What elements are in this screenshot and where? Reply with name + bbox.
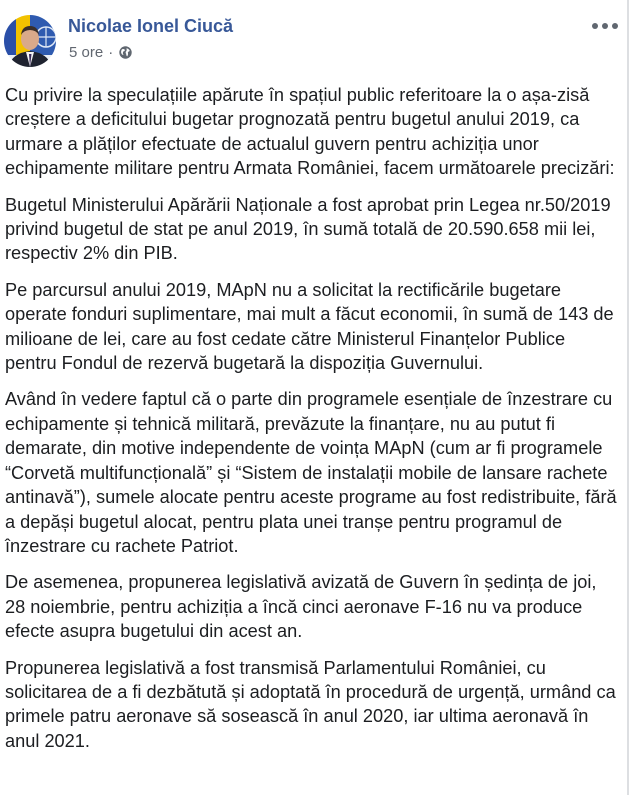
- dot-3: [612, 23, 618, 29]
- post-body: [5, 83, 619, 765]
- post-paragraph: Cu privire la speculațiile apărute în spațiul public referitoare la o așa-zisă creștere a deficitului bugetar prognozată pentru bugetul anului 2019, ca urmare a plăților efectuate de actualul guvern pentru achiziția unor echipamente militare pentru Armata României, facem următoarele precizări:: [5, 85, 615, 179]
- post-paragraph: Pe parcursul anului 2019, MApN nu a solicitat la rectificările bugetare operate fonduri suplimentare, mai mult a făcut economii, în sumă de 143 de milioane de lei, care au fost cedate către Ministerul Finanțelor Publice pentru Fondul de rezervă bugetară la dispoziția Guvernului.: [5, 279, 614, 374]
- post-paragraph: Propunerea legislativă a fost transmisă Parlamentului României, cu solicitarea de a fi dezbătută și adoptată în procedură de urgență, urmând ca primele patru aeronave să sosească în anul 2020, iar ultima aeronavă în anul 2021.: [5, 657, 616, 751]
- post-paragraph: Bugetul Ministerului Apărării Naționale a fost aprobat prin Legea nr.50/2019 privind bugetul de stat pe anul 2019, în sumă totală de 20.590.658 mii lei, respectiv 2% din PIB.: [5, 194, 611, 264]
- post-meta: [69, 44, 132, 61]
- dot-1: [592, 23, 598, 29]
- post-paragraph: De asemenea, propunerea legislativă avizată de Guvern în ședința de joi, 28 noiembrie, pentru achiziția a încă cinci aeronave F-16 nu va produce efecte asupra bugetului din acest an.: [5, 572, 597, 642]
- post-header: [0, 0, 627, 72]
- author-name[interactable]: Nicolae Ionel Ciucă: [68, 16, 234, 36]
- avatar-photo: [4, 15, 56, 67]
- post-timestamp[interactable]: 5 ore: [69, 44, 104, 61]
- post-paragraph: Având în vedere faptul că o parte din programele esențiale de înzestrare cu echipamente și tehnică militară, prevăzute la finanțare, nu au putut fi demarate, din motive independente de voința MApN (cum ar fi programele “Corvetă multifuncțională” și “Sistem de instalații mobile de lansare rachete antinavă”), sumele alocate pentru aceste programe au fost redistribuite, fără a depăși bugetul alocat, pentru plata unei tranșe pentru programul de înzestrare cu rachete Patriot.: [5, 389, 617, 556]
- avatar[interactable]: [4, 15, 56, 67]
- globe-icon[interactable]: [119, 46, 132, 59]
- meta-separator: ·: [108, 44, 114, 61]
- dot-2: [602, 23, 608, 29]
- more-options-icon[interactable]: [592, 19, 618, 33]
